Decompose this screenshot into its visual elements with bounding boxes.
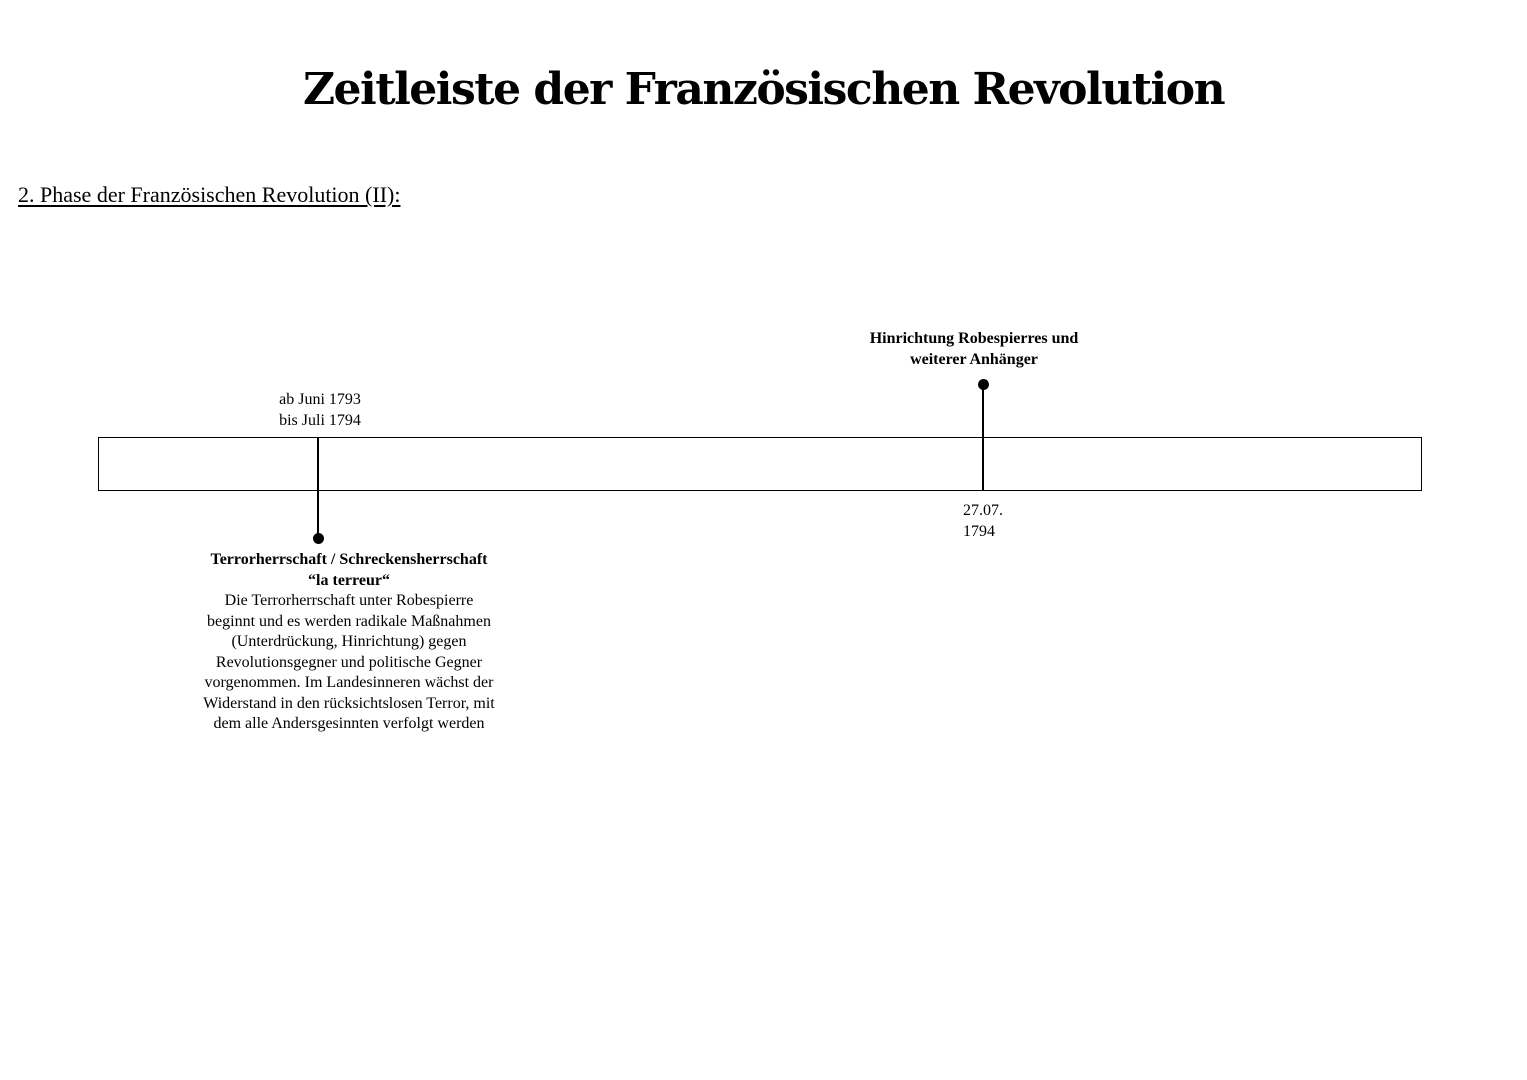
event-1-date-line1: ab Juni 1793 — [279, 391, 361, 408]
event-2-date-line2: 1794 — [963, 523, 995, 540]
event-1-date — [240, 389, 400, 431]
event-2-date-line1: 27.07. — [963, 502, 1003, 519]
page-title: Zeitleiste der Französischen Revolution — [302, 64, 1225, 115]
event-1-description-line: dem alle Andersgesinnten verfolgt werden — [213, 715, 485, 732]
timeline-bar — [98, 437, 1422, 491]
event-1-heading-line2: “la terreur“ — [308, 571, 390, 589]
event-1-description-line: Widerstand in den rücksichtslosen Terror, mit — [203, 694, 495, 712]
event-2-date — [963, 500, 1043, 542]
event-1-connector — [317, 437, 319, 537]
event-2-heading-line2: weiterer Anhänger — [910, 350, 1038, 368]
event-1-description-line: (Unterdrückung, Hinrichtung) gegen — [231, 633, 467, 650]
event-1-description-line: vorgenommen. Im Landesinneren wächst der — [204, 674, 494, 691]
event-2-heading-line1: Hinrichtung Robespierres und — [869, 330, 1079, 347]
event-2-connector — [982, 385, 984, 491]
event-1-description-line: beginnt und es werden radikale Maßnahmen — [207, 612, 491, 630]
event-1-description-line: Revolutionsgegner und politische Gegner — [215, 653, 483, 671]
event-1-text — [148, 550, 550, 735]
event-1-description-line: Die Terrorherrschaft unter Robespierre — [224, 592, 474, 609]
section-heading: 2. Phase der Französischen Revolution (II): — [18, 182, 401, 207]
event-1-heading-line1: Terrorherrschaft / Schreckensherrschaft — [210, 551, 488, 568]
event-1-date-line2: bis Juli 1794 — [279, 412, 361, 429]
event-2-text — [814, 329, 1134, 370]
event-1-marker-dot — [313, 533, 324, 544]
